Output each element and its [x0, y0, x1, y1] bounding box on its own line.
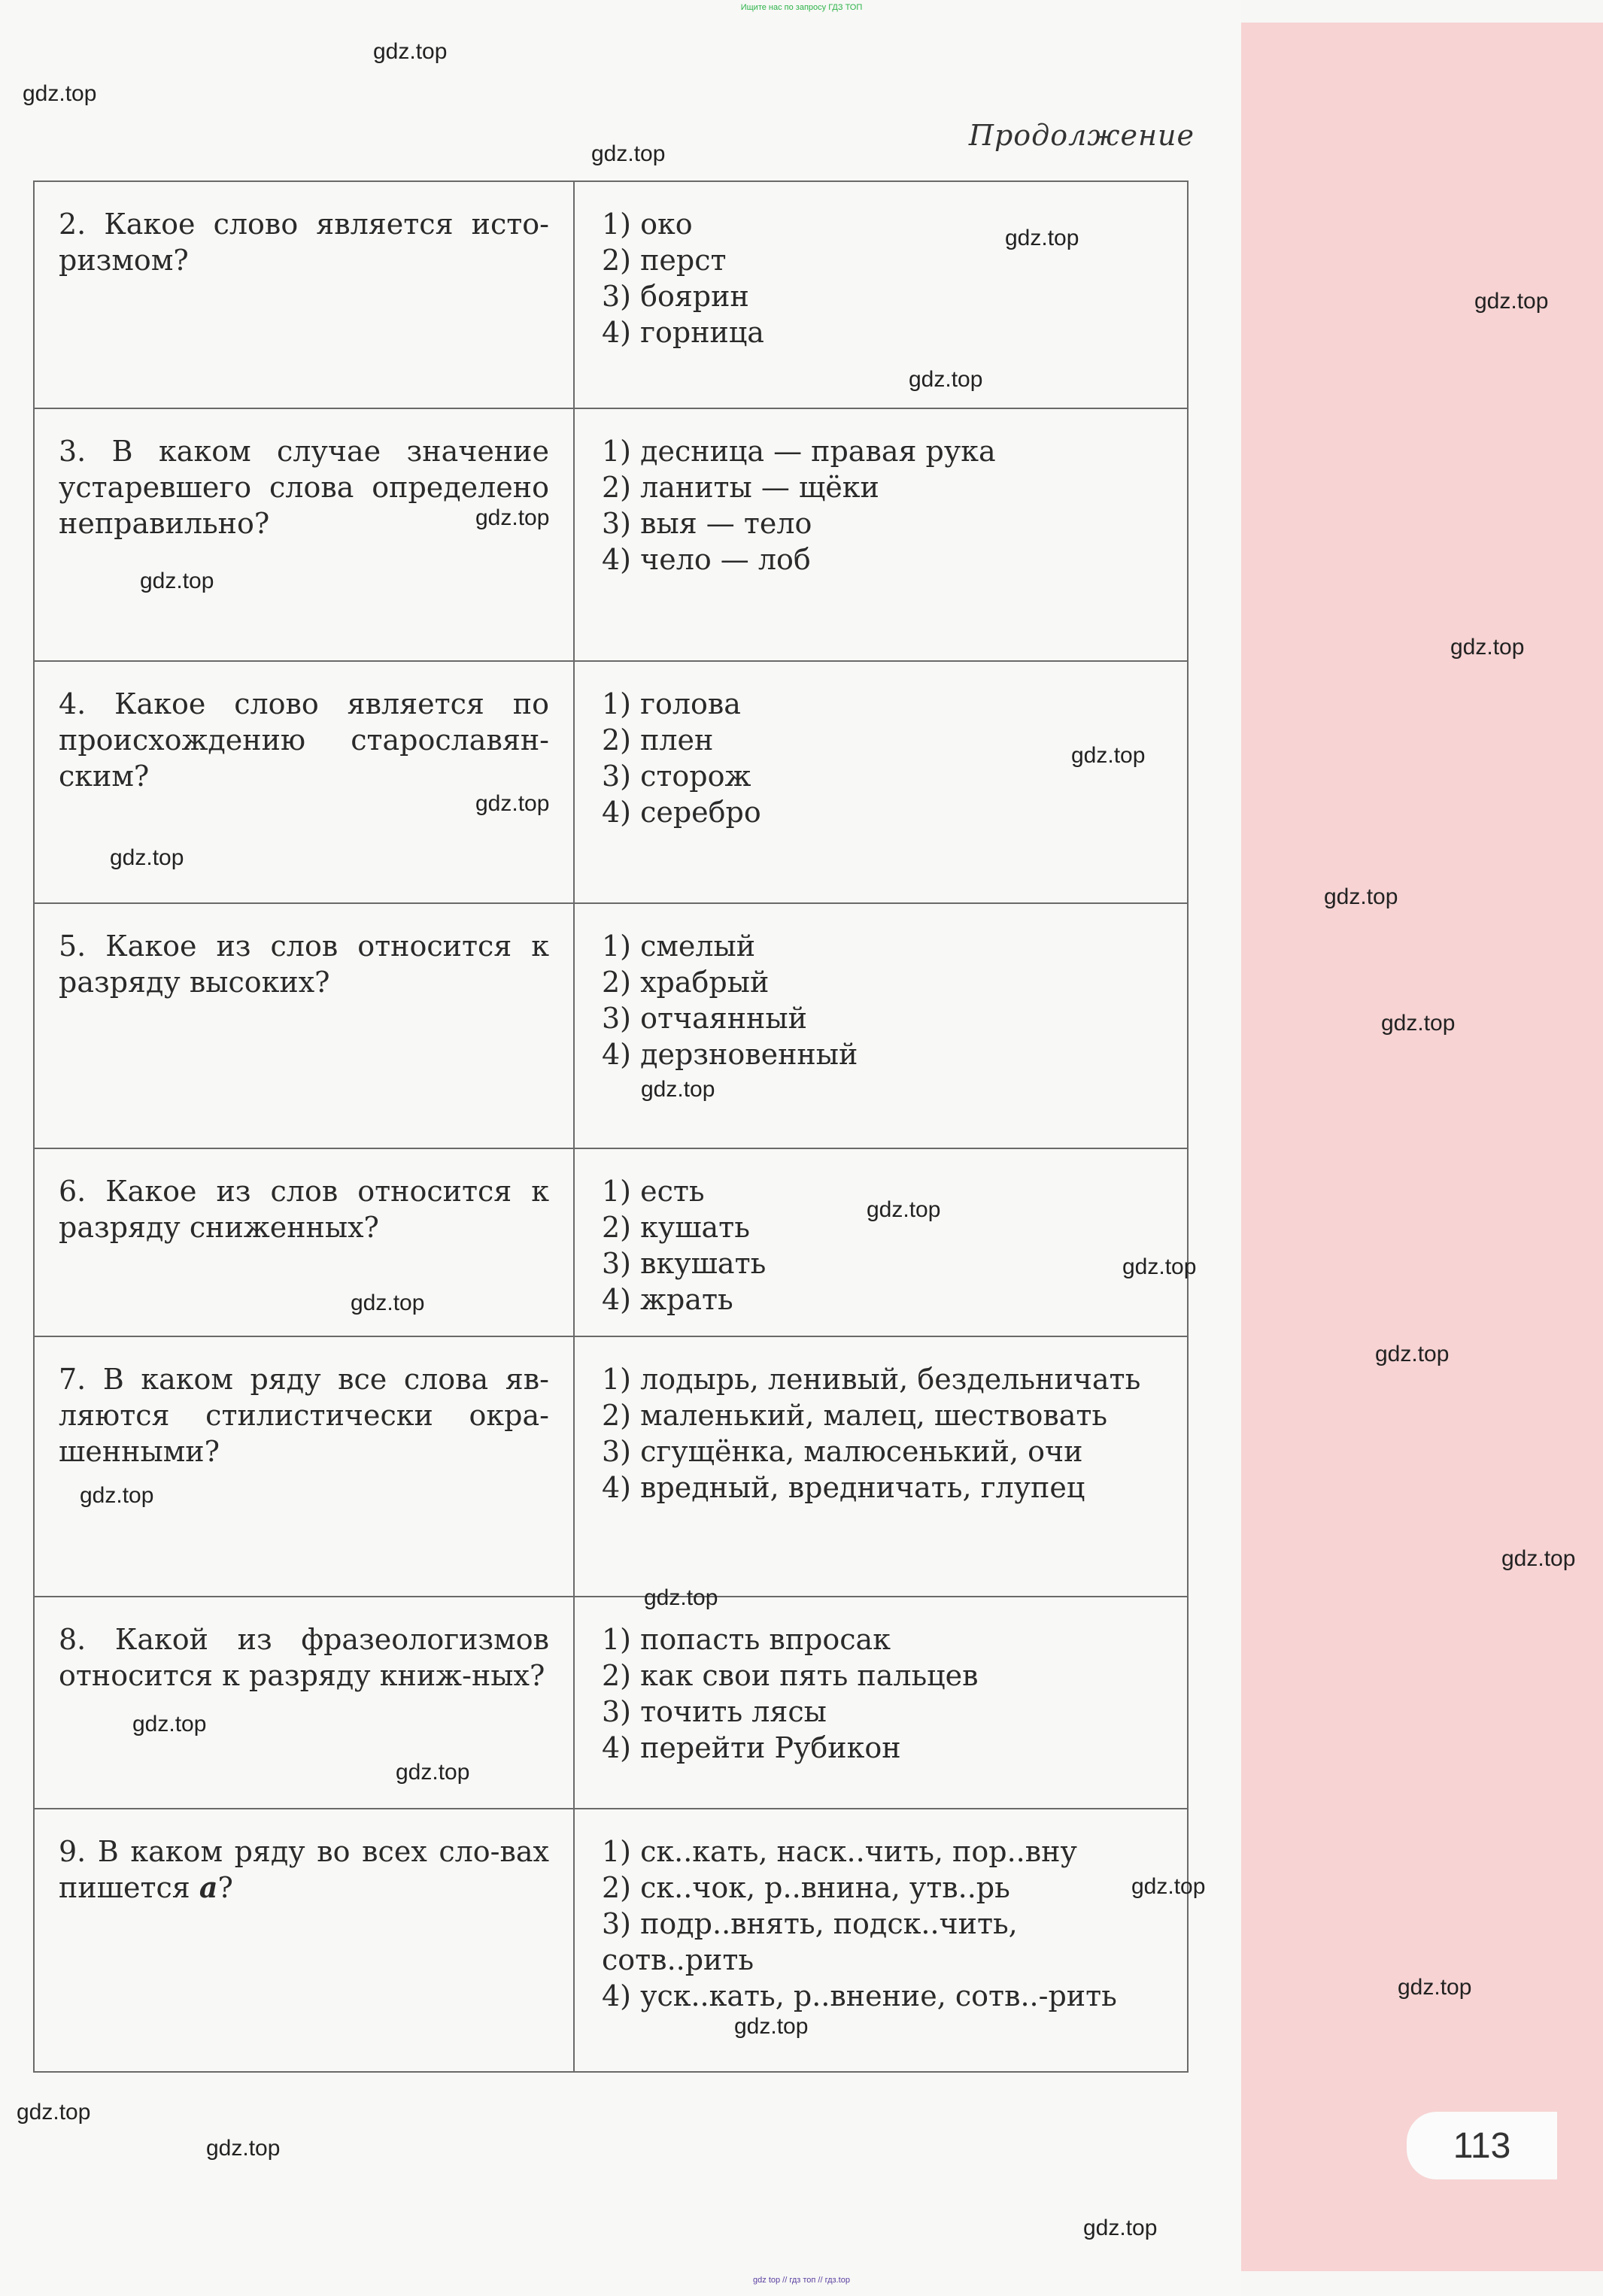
options-cell [574, 1148, 1188, 1336]
question-text: 9. В каком ряду во всех сло-вах пишется [59, 1835, 549, 1904]
option: 3) точить лясы [602, 1695, 827, 1728]
options-cell [574, 181, 1188, 408]
options-cell [574, 903, 1188, 1148]
option: 2) храбрый [602, 966, 770, 999]
question-text-end: ? [217, 1871, 233, 1904]
top-banner: Ищите нас по запросу ГДЗ ТОП [740, 3, 863, 12]
watermark: gdz.top [80, 1483, 154, 1508]
option: 1) попасть впросак [602, 1623, 891, 1656]
table-row [34, 1809, 1188, 2072]
question-cell [34, 1809, 574, 2072]
options-cell [574, 408, 1188, 661]
watermark: gdz.top [373, 39, 448, 64]
watermark: gdz.top [1005, 226, 1079, 250]
watermark: gdz.top [1375, 1342, 1450, 1366]
option: 3) сгущёнка, малюсенький, очи [602, 1435, 1083, 1468]
bottom-banner: gdz top // гдз топ // гдз.top [753, 2276, 850, 2285]
question-letter: а [199, 1870, 218, 1904]
watermark: gdz.top [1083, 2216, 1158, 2240]
watermark: gdz.top [396, 1760, 470, 1785]
watermark: gdz.top [475, 791, 550, 816]
option: 4) перейти Рубикон [602, 1731, 901, 1764]
option: 4) вредный, вредничать, глупец [602, 1471, 1085, 1504]
option: 4) дерзновенный [602, 1038, 858, 1071]
continuation-label: Продолжение [968, 119, 1195, 152]
watermark: gdz.top [1474, 289, 1549, 314]
option: 3) вкушать [602, 1247, 767, 1280]
options-cell [574, 1597, 1188, 1809]
option: 4) серебро [602, 796, 761, 829]
table-row [34, 1148, 1188, 1336]
question-cell: 5. Какое из слов относится к разряду высоких? [34, 903, 574, 1148]
table-row [34, 408, 1188, 661]
option: 2) маленький, малец, шествовать [602, 1399, 1108, 1432]
watermark: gdz.top [206, 2136, 281, 2161]
watermark: gdz.top [351, 1291, 425, 1315]
option: 3) подр..внять, подск..чить, сотв..рить [602, 1907, 1027, 1976]
table-row [34, 181, 1188, 408]
option: 2) перст [602, 244, 727, 277]
watermark: gdz.top [734, 2014, 809, 2039]
watermark: gdz.top [132, 1712, 207, 1736]
option: 4) уск..кать, р..внение, сотв..-рить [602, 1979, 1117, 2012]
watermark: gdz.top [140, 569, 214, 593]
option: 2) кушать [602, 1211, 750, 1244]
question-cell: 4. Какое слово является по происхождению старославян-ским? [34, 661, 574, 903]
question-cell: 7. В каком ряду все слова яв-ляются стилистически окра-шенными? [34, 1336, 574, 1597]
watermark: gdz.top [110, 845, 184, 870]
watermark: gdz.top [867, 1197, 941, 1222]
option: 4) чело — лоб [602, 543, 811, 576]
side-color-band [1241, 23, 1603, 2271]
option: 2) ск..чок, р..внина, утв..рь [602, 1871, 1010, 1904]
table-row [34, 661, 1188, 903]
question-cell: 6. Какое из слов относится к разряду сниженных? [34, 1148, 574, 1336]
watermark: gdz.top [17, 2100, 91, 2125]
option: 1) есть [602, 1175, 705, 1208]
option: 3) выя — тело [602, 507, 812, 540]
question-cell: 2. Какое слово является исто-ризмом? [34, 181, 574, 408]
option: 1) лодырь, ленивый, бездельничать [602, 1363, 1141, 1396]
option: 2) плен [602, 723, 714, 757]
option: 2) ланиты — щёки [602, 471, 879, 504]
watermark: gdz.top [1071, 743, 1146, 768]
option: 3) отчаянный [602, 1002, 807, 1035]
option: 1) ск..кать, наск..чить, пор..вну [602, 1835, 1077, 1868]
options-cell [574, 1336, 1188, 1597]
option: 2) как свои пять пальцев [602, 1659, 979, 1692]
question-cell: 8. Какой из фразеологизмов относится к разряду книж-ных? [34, 1597, 574, 1809]
watermark: gdz.top [1450, 635, 1525, 660]
option: 3) сторож [602, 760, 751, 793]
option: 1) смелый [602, 930, 756, 963]
option: 4) жрать [602, 1283, 733, 1316]
table-row [34, 1336, 1188, 1597]
page-number: 113 [1407, 2112, 1557, 2179]
table-row [34, 903, 1188, 1148]
watermark: gdz.top [1324, 884, 1398, 909]
watermark: gdz.top [641, 1077, 715, 1102]
watermark: gdz.top [591, 141, 666, 166]
options-cell [574, 1809, 1188, 2072]
quiz-table [33, 180, 1189, 2073]
watermark: gdz.top [1398, 1975, 1472, 2000]
option: 1) око [602, 208, 693, 241]
options-cell [574, 661, 1188, 903]
option: 4) горница [602, 316, 764, 349]
watermark: gdz.top [1122, 1254, 1197, 1279]
option: 1) голова [602, 687, 741, 720]
question-cell: 3. В каком случае значение устаревшего слова определено неправильно? [34, 408, 574, 661]
watermark: gdz.top [1501, 1546, 1576, 1571]
watermark: gdz.top [1131, 1874, 1206, 1899]
watermark: gdz.top [909, 367, 983, 392]
table-row [34, 1597, 1188, 1809]
watermark: gdz.top [644, 1585, 718, 1610]
watermark: gdz.top [23, 81, 97, 106]
option: 1) десница — правая рука [602, 435, 996, 468]
option: 3) боярин [602, 280, 749, 313]
watermark: gdz.top [475, 505, 550, 530]
watermark: gdz.top [1381, 1011, 1456, 1036]
